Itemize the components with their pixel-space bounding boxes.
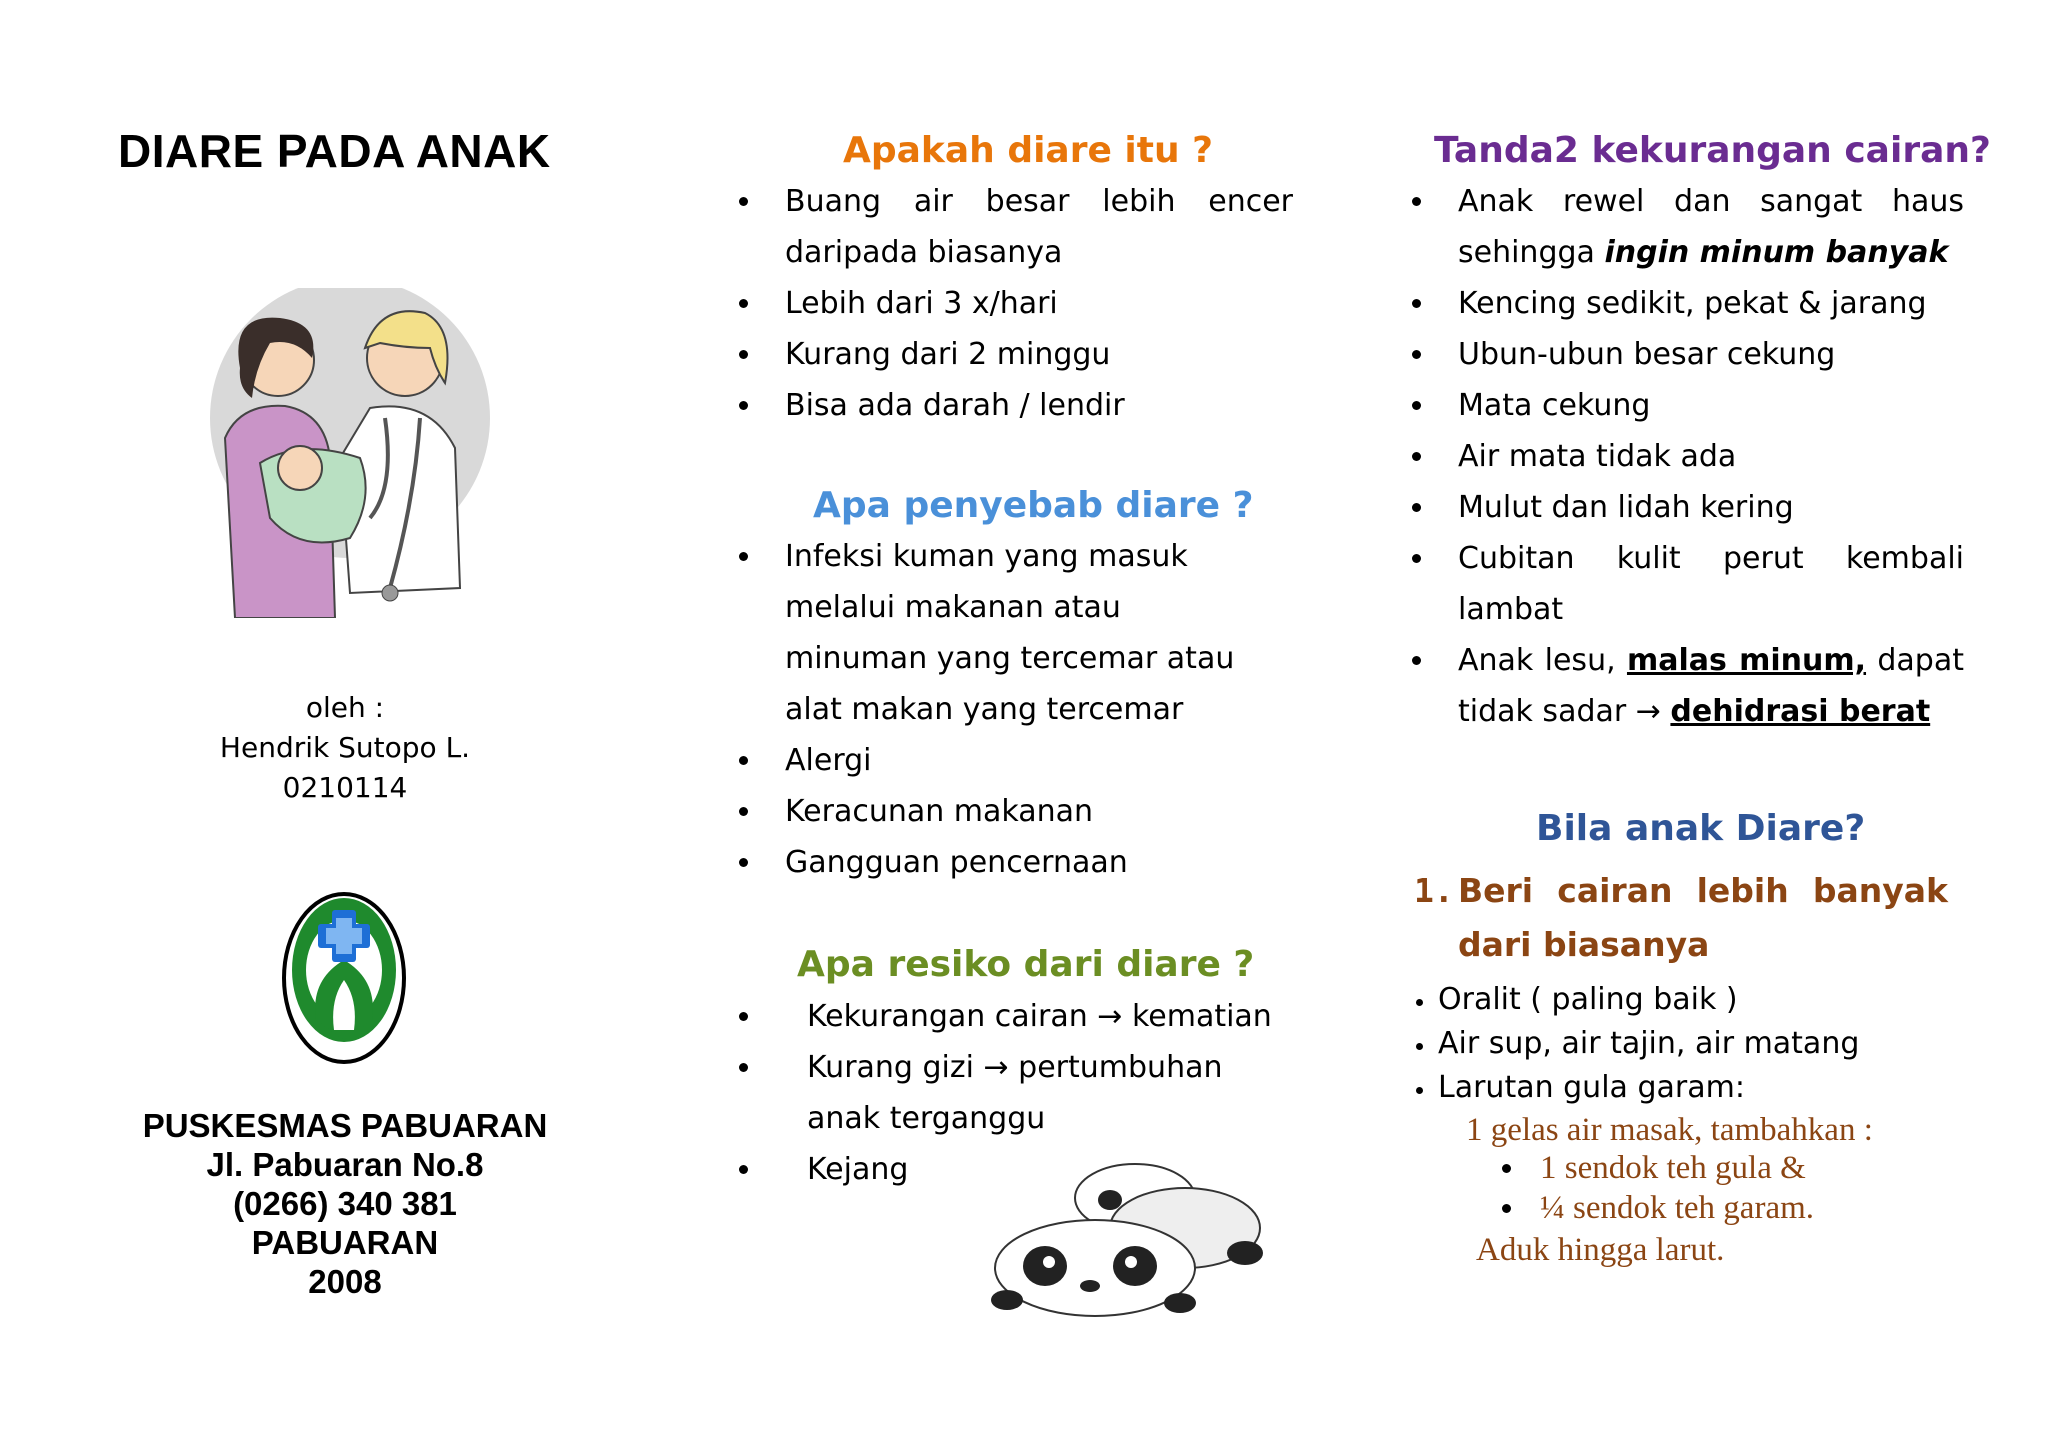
definition-list bbox=[735, 176, 1293, 431]
author-prefix: oleh : bbox=[305, 691, 385, 724]
clinic-phone: (0266) 340 381 bbox=[233, 1185, 457, 1222]
list-item: Bisa ada darah / lendir bbox=[735, 380, 1293, 431]
list-item: Larutan gula garam: bbox=[1414, 1066, 1859, 1110]
section-title-action: Bila anak Diare? bbox=[1536, 808, 1866, 849]
emphasis-text: malas minum, bbox=[1626, 643, 1867, 678]
step-number: 1. bbox=[1414, 871, 1454, 910]
emphasis-text: ingin minum banyak bbox=[1604, 235, 1949, 270]
section-title-definition: Apakah diare itu ? bbox=[843, 130, 1214, 171]
list-item: Alergi bbox=[735, 735, 1255, 786]
cover-column bbox=[100, 0, 590, 1447]
info-column bbox=[735, 0, 1295, 1447]
section-title-signs: Tanda2 kekurangan cairan? bbox=[1434, 130, 1991, 171]
section-title-risks: Apa resiko dari diare ? bbox=[797, 944, 1255, 985]
mother-doctor-illustration bbox=[200, 288, 500, 618]
list-item: Infeksi kuman yang masuk melalui makanan atau minuman yang tercemar atau alat makan yang tercemar bbox=[735, 531, 1255, 735]
clinic-name: PUSKESMAS PABUARAN bbox=[142, 1107, 548, 1144]
clinic-year: 2008 bbox=[308, 1263, 382, 1300]
list-item: Lebih dari 3 x/hari bbox=[735, 278, 1293, 329]
list-item: Cubitan kulit perut kembali lambat bbox=[1408, 533, 1964, 635]
author-block bbox=[100, 688, 590, 808]
bakti-husada-logo bbox=[280, 890, 408, 1066]
section-title-causes: Apa penyebab diare ? bbox=[813, 485, 1254, 526]
clinic-address bbox=[100, 1106, 590, 1301]
list-item: Oralit ( paling baik ) bbox=[1414, 978, 1859, 1022]
fluids-list bbox=[1414, 978, 1859, 1110]
clinic-city: PABUARAN bbox=[251, 1224, 439, 1261]
list-item: Anak rewel dan sangat haus sehingga ingin minum banyak bbox=[1408, 176, 1964, 278]
list-item: Mulut dan lidah kering bbox=[1408, 482, 1964, 533]
list-item: Kurang dari 2 minggu bbox=[735, 329, 1293, 380]
author-name: Hendrik Sutopo L. bbox=[219, 731, 471, 764]
step-text-line1: Beri cairan lebih banyak bbox=[1458, 871, 1948, 910]
list-item: Anak lesu, malas minum, dapat tidak sadar → dehidrasi berat bbox=[1408, 635, 1964, 737]
list-item: Kejang bbox=[735, 1144, 1295, 1195]
list-item: Air sup, air tajin, air matang bbox=[1414, 1022, 1859, 1066]
list-item: Gangguan pencernaan bbox=[735, 837, 1255, 888]
author-id: 0210114 bbox=[282, 771, 408, 804]
step-text-line2: dari biasanya bbox=[1458, 925, 1710, 964]
list-item: Ubun-ubun besar cekung bbox=[1408, 329, 1964, 380]
list-item: Buang air besar lebih encer daripada biasanya bbox=[735, 176, 1293, 278]
page-title: DIARE PADA ANAK bbox=[118, 125, 551, 177]
clinic-street: Jl. Pabuaran No.8 bbox=[206, 1146, 484, 1183]
signs-list bbox=[1408, 176, 1964, 737]
list-item: Kencing sedikit, pekat & jarang bbox=[1408, 278, 1964, 329]
list-item: Keracunan makanan bbox=[735, 786, 1255, 837]
numbered-step bbox=[1414, 864, 1968, 972]
recipe-list bbox=[1498, 1148, 1814, 1228]
list-item: Air mata tidak ada bbox=[1408, 431, 1964, 482]
signs-column bbox=[1408, 0, 1991, 1447]
panda-illustration bbox=[985, 1158, 1275, 1318]
list-item: Kekurangan cairan → kematian bbox=[735, 991, 1295, 1042]
list-item: Kurang gizi → pertumbuhan anak terganggu bbox=[735, 1042, 1295, 1144]
list-item: 1 sendok teh gula & bbox=[1498, 1148, 1814, 1188]
list-item: Mata cekung bbox=[1408, 380, 1964, 431]
causes-list bbox=[735, 531, 1255, 888]
emphasis-text: dehidrasi berat bbox=[1670, 694, 1931, 729]
recipe-intro: 1 gelas air masak, tambahkan : bbox=[1466, 1112, 1873, 1148]
recipe-end: Aduk hingga larut. bbox=[1476, 1232, 1725, 1268]
list-item: ¼ sendok teh garam. bbox=[1498, 1188, 1814, 1228]
